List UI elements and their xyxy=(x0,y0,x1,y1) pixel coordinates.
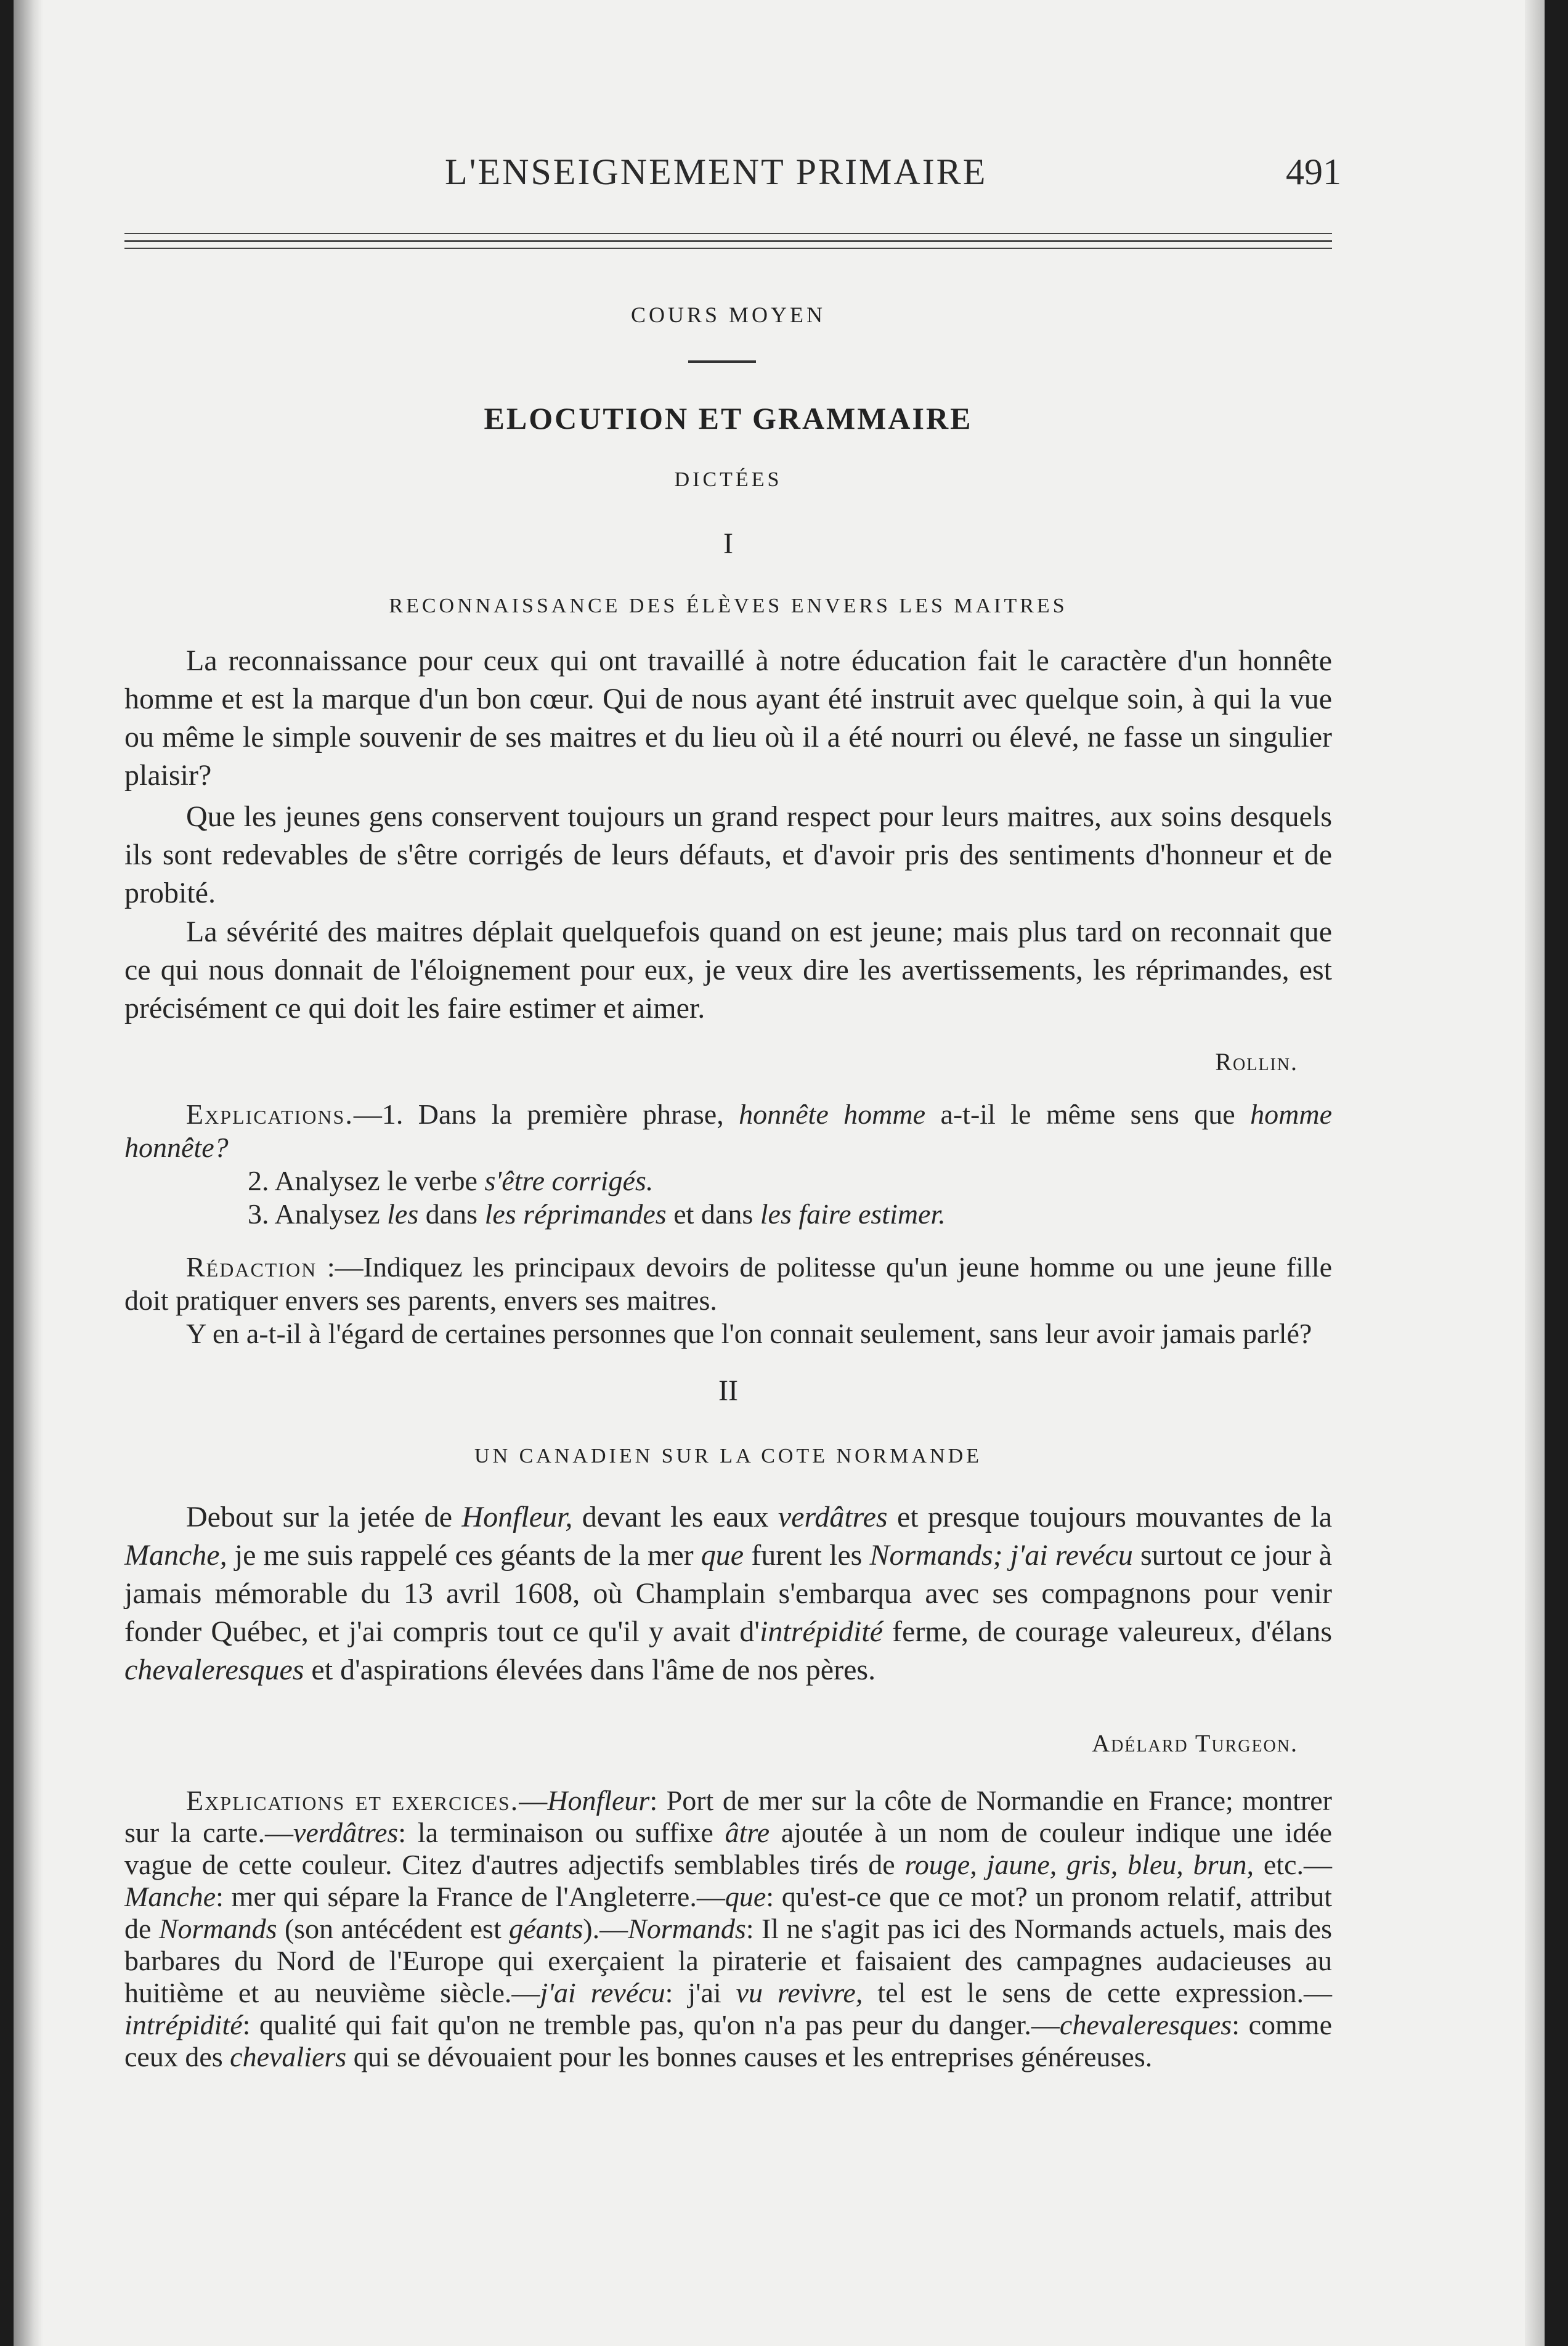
binding-shadow xyxy=(14,0,43,2346)
author-signature: Rollin. xyxy=(1215,1048,1298,1076)
italic-run: verdâtres xyxy=(293,1817,399,1848)
exercices-label: Explications et exercices. xyxy=(186,1785,519,1816)
italic-run: j'ai revécu xyxy=(540,1977,665,2008)
italic-run: Honfleur, xyxy=(461,1501,573,1533)
dictee-number: I xyxy=(723,527,733,560)
italic-run: que xyxy=(701,1539,744,1572)
divider xyxy=(688,360,756,363)
text-run: ferme, de courage valeureux, d'élans xyxy=(883,1615,1332,1648)
text-run: : qu'est-ce que ce mot? un pronom relatif, attribut de xyxy=(124,1881,1332,1944)
dictee-paragraph xyxy=(124,1498,1332,1689)
italic-run: s'être corrigés. xyxy=(484,1165,654,1196)
italic-run: géants xyxy=(509,1913,583,1944)
text-run: :—Indiquez les principaux devoirs de politesse qu'un jeune homme ou une jeune fille doit pratiquer envers ses parents, envers ses maitres. xyxy=(124,1251,1332,1316)
text-run: et presque toujours mouvantes de la xyxy=(887,1501,1333,1533)
author-signature: Adélard Turgeon. xyxy=(1092,1729,1298,1757)
header-rule xyxy=(124,248,1332,249)
text-run: a-t-il le même sens que xyxy=(925,1098,1251,1130)
italic-run: intrépidité xyxy=(124,2009,243,2040)
text-run: qui se dévouaient pour les bonnes causes et les entreprises généreuses. xyxy=(346,2041,1153,2072)
italic-run: Manche, xyxy=(124,1539,227,1572)
text-run: —1. Dans la première phrase, xyxy=(353,1098,739,1130)
italic-run: Manche xyxy=(124,1881,216,1912)
paragraph-text: Que les jeunes gens conservent toujours un grand respect pour leurs maitres, aux soins desquels ils sont redevables de s'être corrigés de leurs défauts, et d'avoir pris des sentiments d'honneur et de probité. xyxy=(124,800,1332,909)
dictee-heading: UN CANADIEN SUR LA COTE NORMANDE xyxy=(474,1445,982,1467)
dictee-paragraph xyxy=(124,642,1332,795)
italic-run: chevaleresques xyxy=(1059,2009,1232,2040)
explications-block xyxy=(124,1098,1332,1231)
italic-run: âtre xyxy=(725,1817,770,1848)
italic-run: Normands xyxy=(158,1913,277,1944)
dictee-paragraph xyxy=(124,798,1332,912)
page-title: ELOCUTION ET GRAMMAIRE xyxy=(484,401,973,436)
redaction-block xyxy=(124,1251,1332,1350)
text-run: : comme ceux des xyxy=(124,2009,1332,2072)
italic-run: les faire estimer. xyxy=(760,1198,946,1230)
italic-run: les réprimandes xyxy=(484,1198,667,1230)
header-rule xyxy=(124,240,1332,242)
text-run: je me suis rappelé ces géants de la mer xyxy=(227,1539,701,1572)
section-label: COURS MOYEN xyxy=(630,302,826,327)
italic-run: Honfleur xyxy=(547,1785,650,1816)
italic-run: vu revivre, xyxy=(736,1977,863,2008)
italic-run: rouge, jaune, gris, bleu, brun, xyxy=(904,1849,1254,1880)
page-number: 491 xyxy=(1286,152,1341,192)
text-run: : mer qui sépare la France de l'Angleterre.— xyxy=(216,1881,725,1912)
text-run: (son antécédent est xyxy=(277,1913,510,1944)
text-run: : la terminaison ou suffixe xyxy=(398,1817,725,1848)
italic-run: homme honnête? xyxy=(124,1098,1332,1163)
text-run: ajoutée à un nom de couleur indique une idée vague de cette couleur. Citez d'autres adjectifs semblables tirés de xyxy=(124,1817,1332,1880)
italic-run: les xyxy=(387,1198,419,1230)
italic-run: Normands; j'ai revécu xyxy=(869,1539,1133,1572)
italic-run: Normands xyxy=(628,1913,746,1944)
text-run: dans xyxy=(418,1198,485,1230)
text-run: et dans xyxy=(666,1198,760,1230)
dictee-number: II xyxy=(718,1374,738,1407)
exercices-block xyxy=(124,1785,1332,2073)
redaction-label: Rédaction xyxy=(186,1251,317,1283)
text-run: 3. Analysez xyxy=(248,1198,388,1230)
dictee-heading: RECONNAISSANCE DES ÉLÈVES ENVERS LES MAITRES xyxy=(389,595,1068,617)
text-run: surtout ce jour à jamais mémorable du 13 avril 1608, où Champlain s'embarqua avec ses compagnons pour venir fonder Québec, et j'ai compris tout ce qu'il y avait d' xyxy=(124,1539,1332,1648)
text-run: : Port de mer sur la côte de Normandie en France; montrer sur la carte.— xyxy=(124,1785,1332,1848)
dictee-paragraph xyxy=(124,913,1332,1028)
italic-run: verdâtres xyxy=(778,1501,888,1533)
paragraph-text: La sévérité des maitres déplait quelquefois quand on est jeune; mais plus tard on reconnait que ce qui nous donnait de l'éloignement pour eux, je veux dire les avertissements, les réprimandes, est précisément ce qui doit les faire estimer et aimer. xyxy=(124,915,1332,1025)
text-run: ).— xyxy=(583,1913,628,1944)
italic-run: chevaleresques xyxy=(124,1654,304,1686)
explications-label: Explications. xyxy=(186,1098,354,1130)
page-edge xyxy=(1525,0,1545,2346)
italic-run: intrépidité xyxy=(760,1615,883,1648)
italic-run: honnête homme xyxy=(739,1098,926,1130)
paragraph-text: La reconnaissance pour ceux qui ont travaillé à notre éducation fait le caractère d'un honnête homme et est la marque d'un bon cœur. Qui de nous ayant été instruit avec quelque soin, à qui la vue ou même le simple souvenir de ses maitres et du lieu où il a été nourri ou élevé, ne fasse un singulier plaisir? xyxy=(124,644,1332,792)
italic-run: que xyxy=(725,1881,766,1912)
text-run: etc.— xyxy=(1254,1849,1332,1880)
text-run: : Il ne s'agit pas ici des Normands actuels, mais des barbares du Nord de l'Europe qui exerçaient la piraterie et faisaient des campagnes audacieuses au huitième et au neuvième siècle.— xyxy=(124,1913,1332,2008)
book-page xyxy=(14,0,1545,2346)
text-run: — xyxy=(519,1785,548,1816)
text-run: Debout sur la jetée de xyxy=(186,1501,462,1533)
running-title: L'ENSEIGNEMENT PRIMAIRE xyxy=(445,152,988,192)
text-run: : j'ai xyxy=(665,1977,736,2008)
subtitle: DICTÉES xyxy=(674,468,782,491)
text-run: furent les xyxy=(744,1539,870,1572)
italic-run: chevaliers xyxy=(230,2041,347,2072)
text-run: 2. Analysez le verbe xyxy=(248,1165,485,1196)
header-rule xyxy=(124,233,1332,234)
text-run: : qualité qui fait qu'on ne tremble pas, qu'on n'a pas peur du danger.— xyxy=(242,2009,1060,2040)
paragraph-text: Y en a-t-il à l'égard de certaines personnes que l'on connait seulement, sans leur avoir jamais parlé? xyxy=(186,1318,1312,1349)
text-run: tel est le sens de cette expression.— xyxy=(863,1977,1333,2008)
text-run: et d'aspirations élevées dans l'âme de nos pères. xyxy=(304,1654,876,1686)
text-run: devant les eaux xyxy=(572,1501,778,1533)
